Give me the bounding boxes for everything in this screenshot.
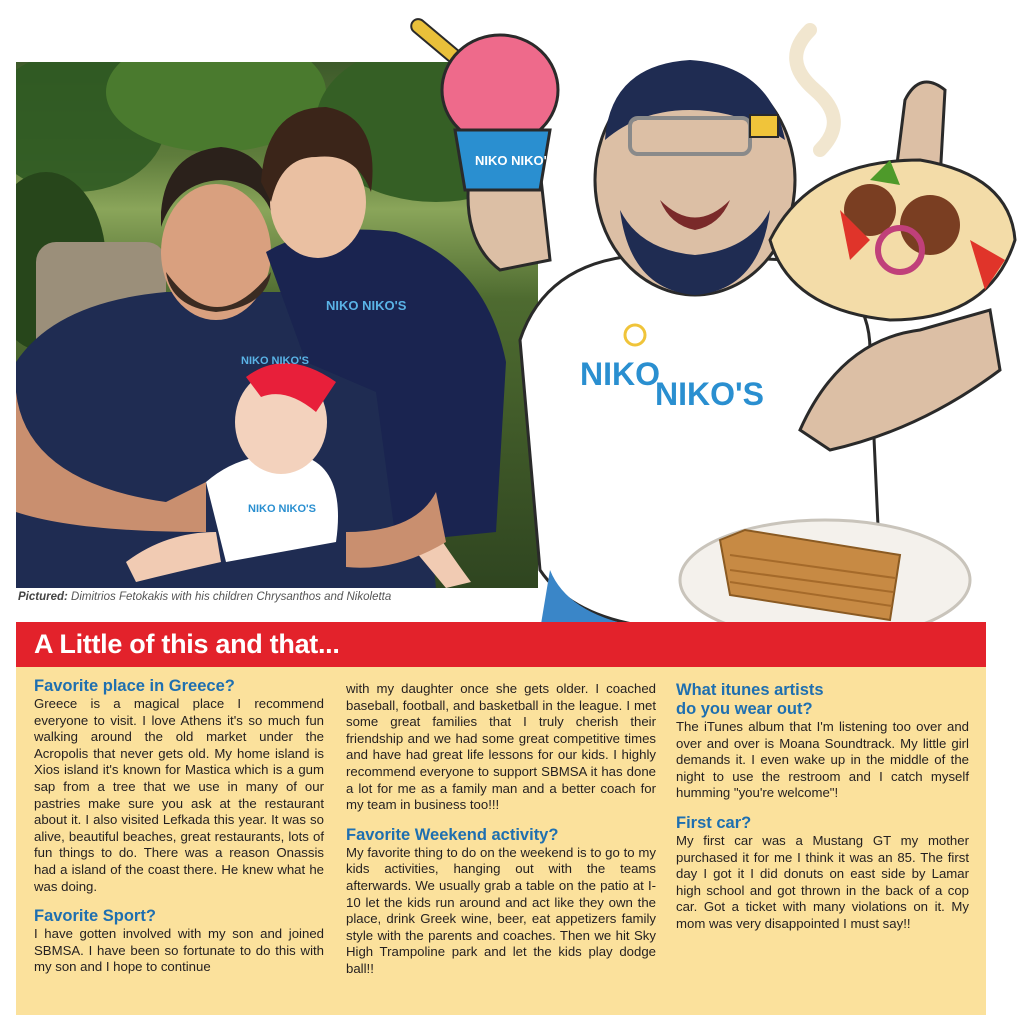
weekend-answer: My favorite thing to do on the weekend is to go to my kids activities, hanging out with the teams afterwards. We usually grab a table on the patio at I-10 let the kids run around and act like they own the place, drink Greek wine, beer, eat appetizers family style with the parents and coaches. Then we hit Sky High Trampoline park and let the kids play dodge ball!! <box>346 844 656 976</box>
mascot-shirt-logo-line1: NIKO <box>580 356 660 392</box>
column-3 <box>676 681 969 945</box>
man-shirt-logo: NIKO NIKO'S <box>241 355 310 367</box>
caption-text: Dimitrios Fetokakis with his children Chrysanthos and Nikoletta <box>67 591 392 603</box>
column-1 <box>34 677 324 988</box>
qa-panel <box>16 667 986 1015</box>
itunes-question-line1: What itunes artists <box>676 681 824 699</box>
mascot-illustration <box>400 10 1024 650</box>
favorite-sport-answer: I have gotten involved with my son and joined SBMSA. I have been so fortunate to do this with my son and I hope to continue <box>34 926 324 975</box>
banner-title: A Little of this and that... <box>34 629 340 659</box>
first-car-question: First car? <box>676 813 752 832</box>
baby-shirt-logo: NIKO NIKO'S <box>248 503 317 515</box>
favorite-sport-answer-continued: with my daughter once she gets older. I coached baseball, football, and basketball in the league. I met some great families that I truly cherish their friendship and we had some great competitive times and have had great life lessons for our kids. I highly recommend everyone to support SBMSA it has done a lot for me as a family man and a better coach for my team in business too!!! <box>346 681 656 813</box>
cup-logo: NIKO NIKO'S <box>475 153 556 168</box>
weekend-question: Favorite Weekend activity? <box>346 825 559 844</box>
itunes-answer: The iTunes album that I'm listening too over and over and over is Moana Soundtrack. My little girl demands it. I even wake up in the middle of the night to use the restroom and I catch myself humming "you're welcome"! <box>676 719 969 801</box>
section-banner <box>16 622 986 667</box>
favorite-place-answer: Greece is a magical place I recommend everyone to visit. I love Athens it's so much fun walking around the old market under the Acropolis that never gets old. My home island is Xios island it's known for Mastica which is a gum sap from a tree that we use in many of our pastries make sure you ask at the restaurant about it. I also visited Lefkada this year. It was so alive, beautiful beaches, great restaurants, lots of fun things to do. There was a reason Onassis had a island of the coast there. He knew what he was doing. <box>34 696 324 894</box>
first-car-answer: My first car was a Mustang GT my mother purchased it for me I think it was an 85. The first day I got it I did donuts on east side by Lamar high school and got thrown in the back of a cop car. Got a ticket with many violations on it. My mom was very disappointed I must say!! <box>676 832 969 931</box>
itunes-question-line2: do you wear out? <box>676 700 813 718</box>
column-2 <box>346 681 656 990</box>
mascot-shirt-logo-line2: NIKO'S <box>655 376 764 412</box>
favorite-sport-question: Favorite Sport? <box>34 907 156 926</box>
favorite-place-question: Favorite place in Greece? <box>34 677 235 695</box>
boy-shirt-logo: NIKO NIKO'S <box>326 298 407 313</box>
caption-label: Pictured: <box>18 591 68 603</box>
